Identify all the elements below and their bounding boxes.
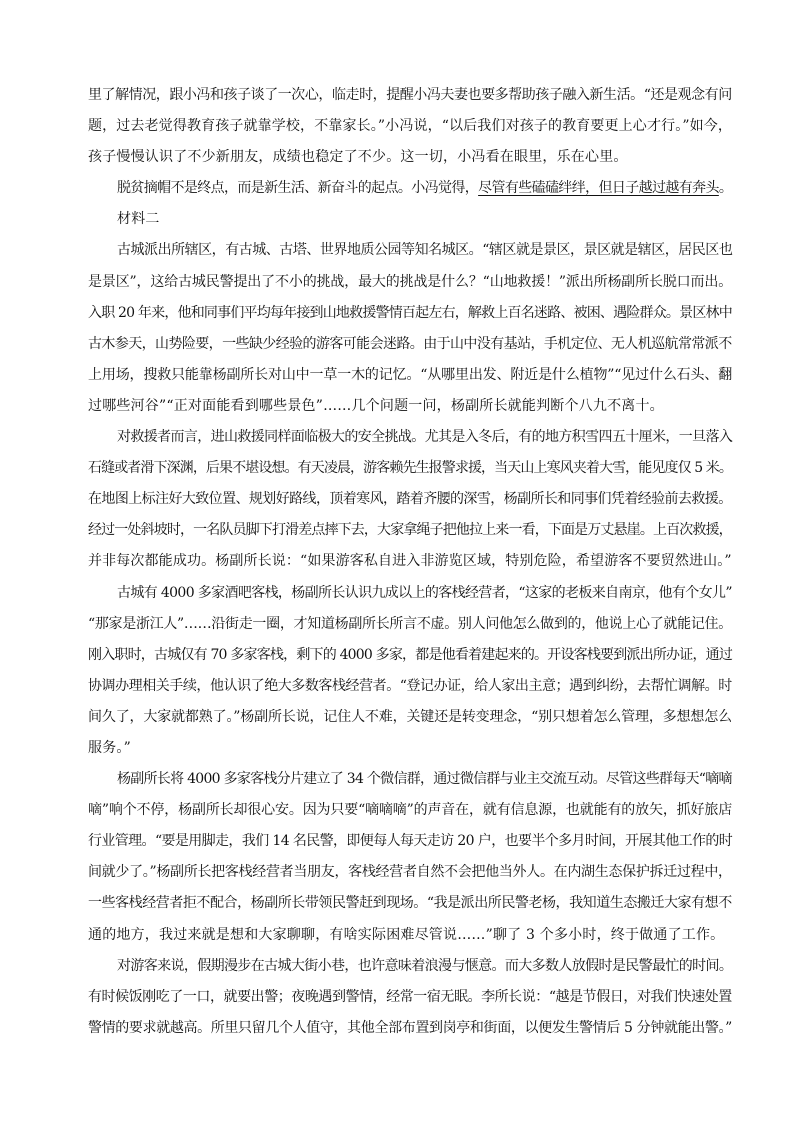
text-line: 在地图上标注好大致位置、规划好路线，顶着寒风，踏着齐腰的深雪，杨副所长和同事们凭着经验前去救援。 — [88, 491, 732, 508]
text-line: 协调办理相关手续，他认识了绝大多数客栈经营者。“登记办证，给人家出主意；遇到纠纷，去帮忙调解。时 — [88, 677, 732, 694]
text-line: 对救援者而言，进山救援同样面临极大的安全挑战。尤其是入冬后，有的地方积雪四五十厘米，一旦落入 — [117, 429, 733, 446]
text-line: 间久了，大家就都熟了。”杨副所长说，记住人不难，关键还是转变理念，“别只想着怎么管理，多想想怎么 — [88, 708, 732, 725]
text-line: 是景区”，这给古城民警提出了不小的挑战，最大的挑战是什么？“山地救援！”派出所杨副所长脱口而出。 — [88, 273, 733, 290]
paragraph-1 — [88, 80, 732, 173]
text-line: 警情的要求就越高。所里只留几个人值守，其他全部布置到岗亭和街面，以便发生警情后 5 分钟就能出警。” — [88, 1019, 732, 1036]
text-line: 孩子慢慢认识了不少新朋友，成绩也稳定了不少。这一切，小冯看在眼里，乐在心里。 — [88, 149, 628, 166]
text-line: 杨副所长将 4000 多家客栈分片建立了 34 个微信群，通过微信群与业主交流互动。尽管这些群每天“嘀嘀 — [117, 771, 732, 788]
text-line: 古城有 4000 多家酒吧客栈，杨副所长认识九成以上的客栈经营者，“这家的老板来自南京，他有个女儿” — [117, 584, 732, 601]
text-line: 通的地方，我过来就是想和大家聊聊，有啥实际困难尽管说……”聊了 3 个多小时，终于做通了工作。 — [88, 926, 725, 943]
text-segment: 脱贫摘帽不是终点，而是新生活、新奋斗的起点。小冯觉得， — [117, 180, 479, 197]
paragraph-2 — [88, 173, 732, 204]
text-line: 石缝或者滑下深渊，后果不堪设想。有天凌晨，游客赖先生报警求援，当天山上寒风夹着大雪，能见度仅 5 米。 — [88, 460, 733, 477]
text-line: 入职 20 年来，他和同事们平均每年接到山地救援警情百起左右，解救上百名迷路、被困、遇险群众。景区林中 — [88, 304, 732, 321]
text-line: 间就少了。”杨副所长把客栈经营者当朋友，客栈经营者自然不会把他当外人。在内湖生态保护拆迁过程中， — [88, 864, 732, 881]
text-line: 一些客栈经营者拒不配合，杨副所长带领民警赶到现场。“我是派出所民警老杨，我知道生态搬迁大家有想不 — [88, 895, 732, 912]
material-heading: 材料二 — [117, 211, 160, 228]
text-line — [88, 173, 732, 204]
document-page — [88, 80, 732, 1044]
text-line: “那家是浙江人”……沿街走一圈，才知道杨副所长所言不虚。别人问他怎么做到的，他说上心了就能记住。 — [88, 615, 732, 632]
text-line: 上用场，搜救只能靠杨副所长对山中一草一木的记忆。“从哪里出发、附近是什么植物”“见过什么石头、翻 — [88, 366, 733, 383]
text-line: 题，过去老觉得教育孩子就靠学校，不靠家长。”小冯说，“以后我们对孩子的教育要更上心才行。”如今， — [88, 118, 733, 135]
paragraph-5 — [88, 578, 732, 765]
text-segment: 。 — [718, 180, 733, 197]
text-line: 嘀”响个不停，杨副所长却很心安。因为只要“嘀嘀嘀”的声音在，就有信息源，也就能有的放矢，抓好旅店 — [88, 802, 733, 819]
text-line: 古木参天，山势险要，一些缺少经验的游客可能会迷路。由于山中没有基站，手机定位、无人机巡航常常派不 — [88, 335, 732, 352]
paragraph-3 — [88, 235, 732, 422]
underlined-sentence: 尽管有些磕磕绊绊，但日子越过越有奔头 — [478, 180, 719, 197]
paragraph-6 — [88, 764, 732, 951]
text-line: 服务。” — [88, 739, 131, 756]
section-heading — [88, 204, 732, 235]
text-line: 对游客来说，假期漫步在古城大街小巷，也许意味着浪漫与惬意。而大多数人放假时是民警最忙的时间。 — [117, 957, 733, 974]
text-line: 并非每次都能成功。杨副所长说：“如果游客私自进入非游览区域，特别危险，希望游客不要贸然进山。” — [88, 553, 732, 570]
text-line: 里了解情况，跟小冯和孩子谈了一次心，临走时，提醒小冯夫妻也要多帮助孩子融入新生活。“还是观念有问 — [88, 87, 732, 103]
paragraph-4 — [88, 422, 732, 577]
text-line: 有时候饭刚吃了一口，就要出警；夜晚遇到警情，经常一宿无眠。李所长说：“越是节假日，对我们快速处置 — [88, 988, 732, 1005]
text-line: 古城派出所辖区，有古城、古塔、世界地质公园等知名城区。“辖区就是景区，景区就是辖区，居民区也 — [117, 242, 733, 259]
text-line: 行业管理。“要是用脚走，我们 14 名民警，即便每人每天走访 20 户，也要半个多月时间，开展其他工作的时 — [88, 833, 733, 850]
text-line: 刚入职时，古城仅有 70 多家客栈，剩下的 4000 多家，都是他看着建起来的。开设客栈要到派出所办证，通过 — [88, 646, 733, 663]
paragraph-7 — [88, 951, 732, 1044]
text-line: 经过一处斜坡时，一名队员脚下打滑差点摔下去，大家拿绳子把他拉上来一看，下面是万丈悬崖。上百次救援， — [88, 522, 732, 539]
text-line: 过哪些河谷”“正对面能看到哪些景色”……几个问题一问，杨副所长就能判断个八九不离十。 — [88, 397, 664, 414]
